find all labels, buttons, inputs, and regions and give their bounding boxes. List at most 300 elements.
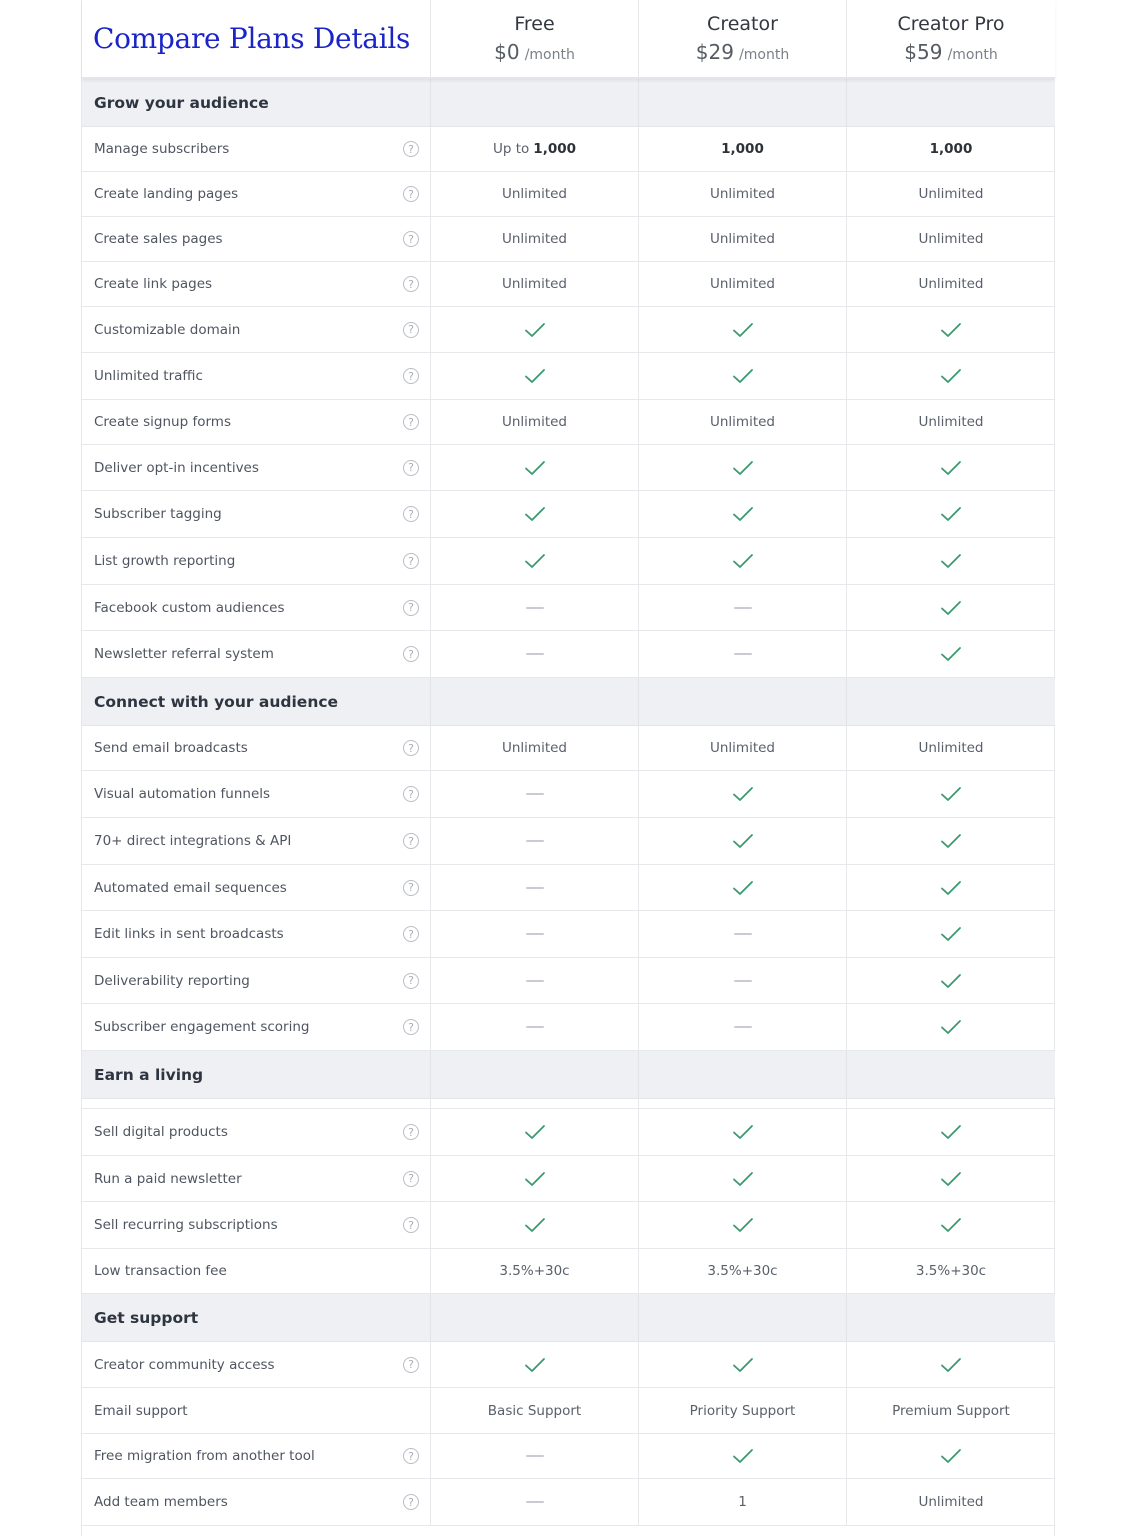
plan-value-cell: [847, 1249, 1055, 1294]
checkmark-icon: [940, 786, 962, 802]
plan-value-cell: [639, 958, 847, 1004]
plan-value-cell: [847, 1156, 1055, 1202]
plan-value-cell: [847, 771, 1055, 818]
question-circle-icon[interactable]: ?: [403, 1171, 419, 1187]
feature-label: Deliver opt-in incentives: [94, 459, 259, 476]
plan-value-cell: [639, 1434, 847, 1479]
dash-icon: [734, 980, 752, 982]
dash-icon: [526, 1501, 544, 1503]
checkmark-icon: [940, 1124, 962, 1140]
table-row: [82, 262, 1055, 307]
plan-value-cell: [431, 726, 639, 771]
feature-cell: [82, 1202, 431, 1249]
section-header: [82, 678, 1055, 726]
checkmark-icon: [524, 1171, 546, 1187]
dash-icon: [526, 653, 544, 655]
plan-value-cell: [847, 958, 1055, 1004]
feature-label: Newsletter referral system: [94, 646, 274, 662]
plan-value-cell: [639, 1388, 847, 1434]
feature-label: Automated email sequences: [94, 879, 287, 896]
plan-value-cell: [431, 818, 639, 865]
checkmark-icon: [524, 460, 546, 476]
section-cell: [847, 678, 1055, 726]
question-circle-icon[interactable]: ?: [403, 460, 419, 476]
question-circle-icon[interactable]: ?: [403, 506, 419, 522]
question-circle-icon[interactable]: ?: [403, 276, 419, 292]
table-row: [82, 1109, 1055, 1156]
checkmark-icon: [524, 368, 546, 384]
checkmark-icon: [732, 880, 754, 896]
plan-value-cell: [847, 631, 1055, 678]
feature-cell: [82, 1434, 431, 1479]
feature-label: List growth reporting: [94, 553, 236, 569]
section-cell: [431, 1294, 639, 1342]
feature-cell: [82, 307, 431, 353]
value-text: Priority Support: [689, 1402, 796, 1419]
question-circle-icon[interactable]: ?: [403, 1019, 419, 1035]
feature-cell: [82, 1342, 431, 1388]
section-title: Get support: [82, 1294, 431, 1342]
checkmark-icon: [524, 1357, 546, 1373]
feature-label: Facebook custom audiences: [94, 599, 285, 616]
plan-value-cell: [847, 400, 1055, 445]
question-circle-icon[interactable]: ?: [403, 553, 419, 569]
plan-value-cell: [639, 818, 847, 865]
value-text: Unlimited: [709, 276, 775, 292]
checkmark-icon: [940, 973, 962, 989]
plan-value-cell: [847, 865, 1055, 911]
plan-value-cell: [847, 1202, 1055, 1249]
title-cell: [82, 0, 431, 77]
checkmark-icon: [940, 600, 962, 616]
plan-price: $0: [494, 40, 520, 64]
feature-label: Sell recurring subscriptions: [94, 1217, 278, 1233]
plan-value-cell: [639, 1342, 847, 1388]
checkmark-icon: [940, 506, 962, 522]
plan-value-cell: [639, 631, 847, 678]
plan-value-cell: [639, 400, 847, 445]
feature-cell: [82, 631, 431, 678]
table-row: [82, 1249, 1055, 1294]
question-circle-icon[interactable]: ?: [403, 786, 419, 802]
plan-value-cell: [847, 1342, 1055, 1388]
value-text: Premium Support: [892, 1402, 1010, 1419]
checkmark-icon: [732, 322, 754, 338]
plan-value-cell: [431, 445, 639, 491]
section-cell: [639, 1051, 847, 1099]
section-title: Earn a living: [82, 1051, 431, 1099]
value-text: Unlimited: [501, 414, 567, 430]
question-circle-icon[interactable]: ?: [403, 1124, 419, 1140]
plan-value-cell: [639, 726, 847, 771]
question-circle-icon[interactable]: ?: [403, 646, 419, 662]
value-prefix: Up to: [493, 141, 530, 157]
checkmark-icon: [732, 1217, 754, 1233]
feature-cell: [82, 911, 431, 958]
feature-cell: [82, 217, 431, 262]
value-text: Unlimited: [501, 740, 567, 756]
checkmark-icon: [940, 833, 962, 849]
section-header: [82, 1294, 1055, 1342]
question-circle-icon[interactable]: ?: [403, 973, 419, 989]
plan-value-cell: [431, 865, 639, 911]
feature-cell: [82, 1004, 431, 1051]
plan-value-cell: [431, 1249, 639, 1294]
feature-label: Create link pages: [94, 276, 213, 292]
value-text: 3.5%+30c: [915, 1263, 987, 1279]
dash-icon: [526, 1026, 544, 1028]
feature-cell: [82, 865, 431, 911]
feature-label: Create signup forms: [94, 414, 231, 430]
feature-cell: [82, 172, 431, 217]
plan-value-cell: [847, 1479, 1055, 1526]
question-circle-icon[interactable]: ?: [403, 1357, 419, 1373]
plan-value-cell: [639, 865, 847, 911]
value-strong: 1,000: [533, 141, 576, 157]
plan-value-cell: [431, 1109, 639, 1156]
value-text: Unlimited: [709, 186, 775, 202]
dash-icon: [734, 653, 752, 655]
plan-value-cell: [847, 726, 1055, 771]
feature-cell: [82, 1479, 431, 1526]
table-row: [82, 1342, 1055, 1388]
plan-value-cell: [847, 217, 1055, 262]
value-text: 1: [738, 1494, 747, 1510]
plan-value-cell: [431, 1342, 639, 1388]
table-row: [82, 726, 1055, 771]
table-row: [82, 400, 1055, 445]
section-cell: [639, 678, 847, 726]
feature-label: Creator community access: [94, 1356, 275, 1373]
feature-label: Deliverability reporting: [94, 972, 250, 989]
feature-label: Subscriber tagging: [94, 506, 222, 522]
plan-value-cell: [431, 262, 639, 307]
plan-value-cell: [431, 631, 639, 678]
plan-value-cell: [431, 958, 639, 1004]
question-circle-icon[interactable]: ?: [403, 740, 419, 756]
feature-cell: [82, 400, 431, 445]
table-row: [82, 585, 1055, 631]
plan-value-cell: [847, 127, 1055, 172]
checkmark-icon: [940, 1357, 962, 1373]
plan-value-cell: [639, 1156, 847, 1202]
value-text: Unlimited: [918, 231, 984, 247]
dash-icon: [526, 887, 544, 889]
plan-price: $29: [695, 40, 734, 64]
checkmark-icon: [940, 368, 962, 384]
question-circle-icon[interactable]: ?: [403, 186, 419, 202]
feature-cell: [82, 353, 431, 400]
dash-icon: [526, 840, 544, 842]
checkmark-icon: [732, 1357, 754, 1373]
value-strong: 1,000: [721, 141, 764, 157]
plan-value-cell: [639, 353, 847, 400]
plan-value-cell: [431, 400, 639, 445]
feature-label: Run a paid newsletter: [94, 1170, 242, 1187]
checkmark-icon: [940, 646, 962, 662]
feature-cell: [82, 1249, 431, 1294]
feature-cell: [82, 818, 431, 865]
checkmark-icon: [732, 368, 754, 384]
question-circle-icon[interactable]: ?: [403, 322, 419, 338]
section-header: [82, 1051, 1055, 1099]
checkmark-icon: [732, 460, 754, 476]
table-body: [82, 79, 1054, 1526]
table-row: [82, 217, 1055, 262]
table-row: [82, 172, 1055, 217]
checkmark-icon: [732, 833, 754, 849]
question-circle-icon[interactable]: ?: [403, 1217, 419, 1233]
feature-cell: [82, 958, 431, 1004]
plan-value-cell: [431, 172, 639, 217]
section-cell: [431, 1051, 639, 1099]
question-circle-icon[interactable]: ?: [403, 368, 419, 384]
spacer-cell: [639, 1099, 847, 1109]
checkmark-icon: [732, 1171, 754, 1187]
plan-value-cell: [847, 491, 1055, 538]
value-text: Basic Support: [487, 1402, 582, 1419]
table-row: [82, 1004, 1055, 1051]
section-cell: [847, 1294, 1055, 1342]
feature-label: Unlimited traffic: [94, 368, 203, 384]
spacer-cell: [82, 1099, 431, 1109]
plan-header-creator: [639, 0, 847, 77]
plan-value-cell: [847, 911, 1055, 958]
table-row: [82, 445, 1055, 491]
plan-name: Creator Pro: [897, 13, 1005, 35]
value-text: Unlimited: [709, 740, 775, 756]
checkmark-icon: [940, 1171, 962, 1187]
checkmark-icon: [732, 786, 754, 802]
plan-period: /month: [524, 47, 575, 63]
checkmark-icon: [732, 506, 754, 522]
plan-value-cell: [639, 1479, 847, 1526]
feature-label: Add team members: [94, 1494, 228, 1510]
plan-value-cell: [847, 1109, 1055, 1156]
plan-value-cell: [847, 1388, 1055, 1434]
plan-period: /month: [947, 47, 998, 63]
table-row: [82, 491, 1055, 538]
question-circle-icon[interactable]: ?: [403, 926, 419, 942]
dash-icon: [526, 980, 544, 982]
question-circle-icon[interactable]: ?: [403, 231, 419, 247]
value-text: 3.5%+30c: [707, 1263, 778, 1279]
question-circle-icon[interactable]: ?: [403, 414, 419, 430]
plan-value-cell: [431, 585, 639, 631]
plan-value-cell: [431, 1479, 639, 1526]
dash-icon: [526, 1455, 544, 1457]
plan-value-cell: [639, 771, 847, 818]
feature-cell: [82, 1388, 431, 1434]
feature-label: Free migration from another tool: [94, 1448, 315, 1464]
section-cell: [847, 79, 1055, 127]
feature-label: Visual automation funnels: [94, 786, 271, 802]
checkmark-icon: [524, 1217, 546, 1233]
table-row: [82, 631, 1055, 678]
value-text: Unlimited: [918, 414, 984, 430]
plan-value-cell: [639, 307, 847, 353]
plan-value-cell: [847, 445, 1055, 491]
plan-value-cell: [847, 172, 1055, 217]
value-text: Unlimited: [501, 276, 567, 292]
plan-value-cell: [847, 262, 1055, 307]
section-cell: [639, 79, 847, 127]
table-row: [82, 818, 1055, 865]
checkmark-icon: [524, 1124, 546, 1140]
plan-value-cell: [639, 445, 847, 491]
plan-value-cell: [639, 491, 847, 538]
section-title: Grow your audience: [82, 79, 431, 127]
spacer-cell: [847, 1099, 1055, 1109]
plan-value-cell: [639, 1109, 847, 1156]
value-text: Unlimited: [918, 186, 984, 202]
feature-label: Customizable domain: [94, 321, 241, 338]
checkmark-icon: [732, 1448, 754, 1464]
checkmark-icon: [524, 553, 546, 569]
plan-header-creator-pro: [847, 0, 1055, 77]
question-circle-icon[interactable]: ?: [403, 1448, 419, 1464]
table-row: [82, 1479, 1055, 1526]
feature-label: Manage subscribers: [94, 141, 230, 157]
checkmark-icon: [940, 1019, 962, 1035]
table-row: [82, 958, 1055, 1004]
feature-cell: [82, 262, 431, 307]
section-cell: [431, 79, 639, 127]
dash-icon: [734, 933, 752, 935]
value-text: Unlimited: [918, 1494, 984, 1510]
feature-label: Create sales pages: [94, 231, 223, 247]
value-text: Unlimited: [918, 740, 984, 756]
feature-cell: [82, 445, 431, 491]
plan-value-cell: [847, 538, 1055, 585]
value-text: Unlimited: [501, 231, 567, 247]
plan-name: Creator: [707, 13, 778, 35]
plan-value-cell: [639, 217, 847, 262]
table-row: [82, 307, 1055, 353]
checkmark-icon: [940, 1448, 962, 1464]
section-title: Connect with your audience: [82, 678, 431, 726]
feature-label: 70+ direct integrations & API: [94, 833, 292, 849]
plan-value-cell: [431, 353, 639, 400]
checkmark-icon: [524, 506, 546, 522]
checkmark-icon: [940, 553, 962, 569]
feature-cell: [82, 127, 431, 172]
plan-value-cell: [847, 1434, 1055, 1479]
value-strong: 1,000: [929, 141, 973, 157]
feature-label: Edit links in sent broadcasts: [94, 926, 284, 942]
dash-icon: [526, 607, 544, 609]
value-text: Unlimited: [709, 414, 775, 430]
table-row: [82, 1202, 1055, 1249]
dash-icon: [734, 1026, 752, 1028]
plan-value-cell: [639, 911, 847, 958]
value-text: 3.5%+30c: [499, 1263, 570, 1279]
section-cell: [639, 1294, 847, 1342]
plan-value-cell: [431, 1004, 639, 1051]
table-row: [82, 538, 1055, 585]
plan-value-cell: [639, 538, 847, 585]
table-row: [82, 771, 1055, 818]
dash-icon: [526, 933, 544, 935]
feature-label: Send email broadcasts: [94, 740, 248, 756]
section-spacer: [82, 1099, 1055, 1109]
feature-cell: [82, 1156, 431, 1202]
checkmark-icon: [940, 1217, 962, 1233]
spacer-cell: [431, 1099, 639, 1109]
table-header: [82, 0, 1055, 79]
plan-value-cell: [639, 262, 847, 307]
table-row: [82, 127, 1055, 172]
plan-value-cell: [431, 307, 639, 353]
plan-value-cell: [431, 1434, 639, 1479]
plan-value-cell: [639, 1249, 847, 1294]
checkmark-icon: [940, 460, 962, 476]
page-title: Compare Plans Details: [93, 22, 411, 55]
question-circle-icon[interactable]: ?: [403, 600, 419, 616]
feature-cell: [82, 771, 431, 818]
dash-icon: [734, 607, 752, 609]
plan-value-cell: [639, 585, 847, 631]
section-header: [82, 79, 1055, 127]
table-row: [82, 353, 1055, 400]
question-circle-icon[interactable]: ?: [403, 833, 419, 849]
plan-value-cell: [431, 1156, 639, 1202]
feature-cell: [82, 1109, 431, 1156]
plan-price: $59: [904, 40, 943, 64]
plan-value-cell: [639, 127, 847, 172]
feature-cell: [82, 491, 431, 538]
plan-value-cell: [431, 911, 639, 958]
feature-cell: [82, 726, 431, 771]
feature-label: Subscriber engagement scoring: [94, 1019, 310, 1035]
question-circle-icon[interactable]: ?: [403, 141, 419, 157]
plan-header-free: [431, 0, 639, 77]
plan-name: Free: [514, 13, 555, 35]
table-row: [82, 1156, 1055, 1202]
plan-value-cell: [431, 127, 639, 172]
table-row: [82, 1388, 1055, 1434]
section-cell: [847, 1051, 1055, 1099]
question-circle-icon[interactable]: ?: [403, 880, 419, 896]
plan-value-cell: [847, 818, 1055, 865]
plan-value-cell: [847, 353, 1055, 400]
plan-value-cell: [431, 217, 639, 262]
dash-icon: [526, 793, 544, 795]
value-text: Unlimited: [709, 231, 775, 247]
plan-period: /month: [739, 47, 790, 63]
plan-value-cell: [431, 771, 639, 818]
plan-value-cell: [431, 1388, 639, 1434]
feature-label: Email support: [94, 1402, 188, 1419]
checkmark-icon: [940, 926, 962, 942]
feature-label: Low transaction fee: [94, 1263, 227, 1279]
checkmark-icon: [940, 880, 962, 896]
checkmark-icon: [732, 553, 754, 569]
plan-value-cell: [431, 1202, 639, 1249]
plan-value-cell: [639, 172, 847, 217]
feature-cell: [82, 538, 431, 585]
plan-value-cell: [639, 1202, 847, 1249]
checkmark-icon: [732, 1124, 754, 1140]
value-text: Unlimited: [918, 276, 984, 292]
table-row: [82, 911, 1055, 958]
plan-value-cell: [847, 307, 1055, 353]
table-row: [82, 865, 1055, 911]
question-circle-icon[interactable]: ?: [403, 1494, 419, 1510]
feature-cell: [82, 585, 431, 631]
feature-label: Create landing pages: [94, 186, 239, 202]
checkmark-icon: [524, 322, 546, 338]
